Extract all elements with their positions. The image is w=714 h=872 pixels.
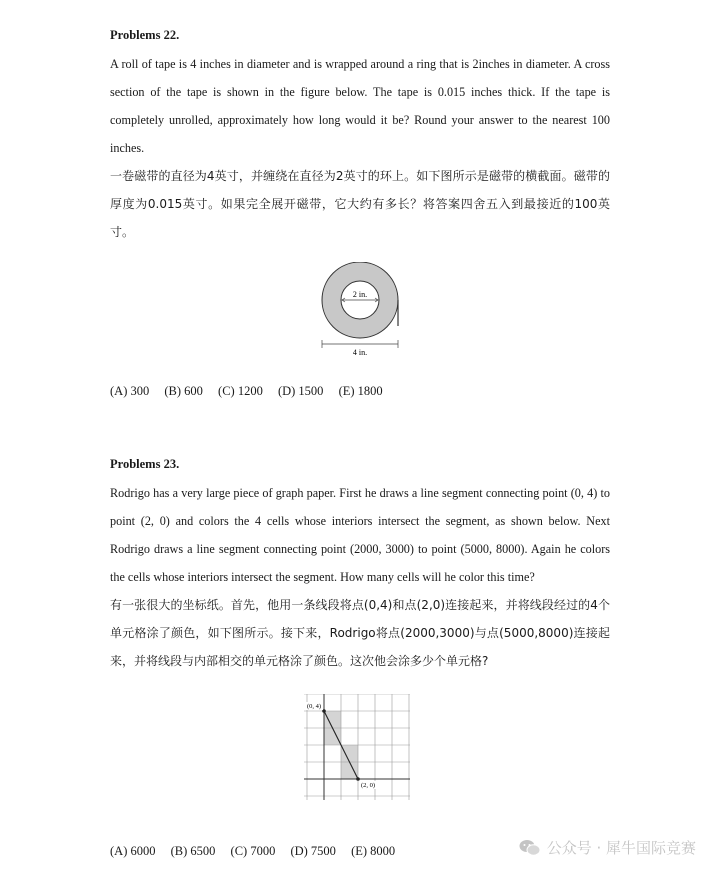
choice-22-d[interactable]: (D) 1500 bbox=[277, 384, 324, 398]
problem-23-choices bbox=[110, 844, 407, 859]
choice-23-e[interactable]: (E) 8000 bbox=[351, 844, 396, 858]
colored-cell-4 bbox=[341, 762, 358, 779]
colored-cell-3 bbox=[341, 745, 358, 762]
problem-22-title: Problems 22. bbox=[110, 28, 180, 42]
wechat-icon bbox=[519, 839, 541, 857]
graph-paper-figure bbox=[304, 694, 414, 804]
end-point-label: (2, 0) bbox=[361, 782, 376, 789]
inner-diameter-label: 2 in. bbox=[352, 290, 368, 299]
outer-diameter-label: 4 in. bbox=[352, 348, 368, 357]
choice-23-b[interactable]: (B) 6500 bbox=[170, 844, 216, 858]
tape-roll-figure bbox=[310, 262, 410, 358]
watermark bbox=[519, 837, 696, 858]
problem-23-title: Problems 23. bbox=[110, 457, 180, 471]
choice-22-c[interactable]: (C) 1200 bbox=[218, 384, 263, 398]
problem-22-choices bbox=[110, 384, 395, 399]
colored-cell-1 bbox=[324, 711, 341, 728]
choice-22-e[interactable]: (E) 1800 bbox=[338, 384, 383, 398]
watermark-text: 公众号 · 犀牛国际竞赛 bbox=[546, 839, 696, 857]
problem-22-text-en: A roll of tape is 4 inches in diameter and is wrapped around a ring that is 2inches in diameter. A cross section of the tape is shown in the figure below. The tape is 0.015 inches thick. If the tape is completely unrolled, approximately how long would it be? Round your answer to the nearest 100 inches. bbox=[110, 57, 610, 155]
choice-23-a[interactable]: (A) 6000 bbox=[110, 844, 156, 858]
colored-cell-2 bbox=[324, 728, 341, 745]
problem-23-text-zh: 有一张很大的坐标纸。首先，他用一条线段将点(0,4)和点(2,0)连接起来，并将线段经过的4个单元格涂了颜色，如下图所示。接下来，Rodrigo将点(2000,3000)与点(5000,8000)连接起来，并将线段与内部相交的单元格涂了颜色。这次他会涂多少个单元格? bbox=[110, 598, 610, 668]
problem-22-text-zh: 一卷磁带的直径为4英寸，并缠绕在直径为2英寸的环上。如下图所示是磁带的横截面。磁带的厚度为0.015英寸。如果完全展开磁带，它大约有多长？将答案四舍五入到最接近的100英寸。 bbox=[110, 169, 610, 239]
problem-23-text-en: Rodrigo has a very large piece of graph paper. First he draws a line segment connecting point (0, 4) to point (2, 0) and colors the 4 cells whose interiors intersect the segment, as shown below. Next Rodrigo draws a line segment connecting point (2000, 3000) to point (5000, 8000). Again he colors the cells whose interiors intersect the segment. How many cells will he color this time? bbox=[110, 486, 610, 584]
start-point-label: (0, 4) bbox=[307, 703, 322, 710]
choice-22-b[interactable]: (B) 600 bbox=[164, 384, 203, 398]
choice-22-a[interactable]: (A) 300 bbox=[110, 384, 150, 398]
choice-23-c[interactable]: (C) 7000 bbox=[230, 844, 276, 858]
choice-23-d[interactable]: (D) 7500 bbox=[290, 844, 336, 858]
